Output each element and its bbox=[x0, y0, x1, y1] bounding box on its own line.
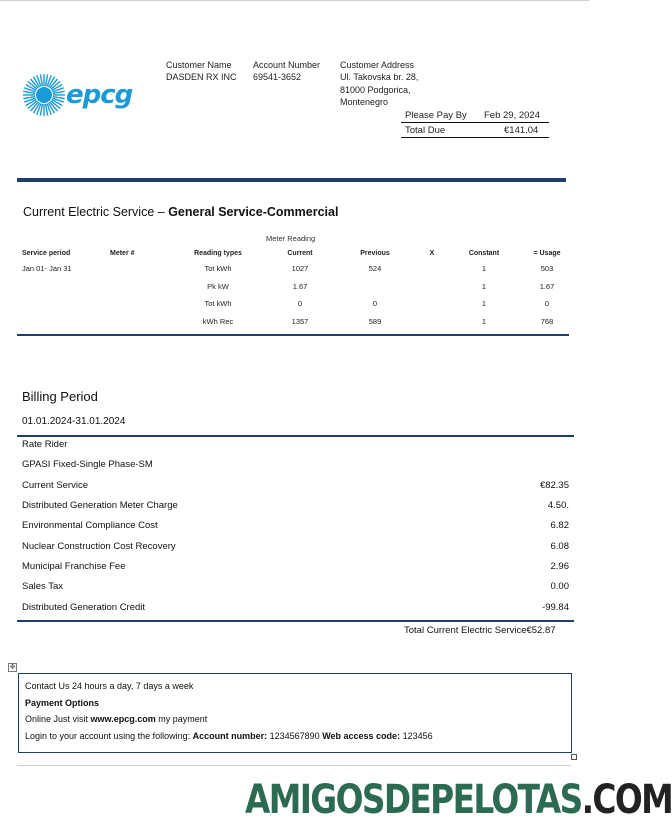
col-usage: = Usage bbox=[533, 250, 561, 257]
website-link[interactable]: www.epcg.com bbox=[90, 714, 156, 724]
charge-value: 6.08 bbox=[550, 541, 569, 552]
charge-label: Current Service bbox=[22, 480, 88, 491]
total-due-label: Total Due bbox=[405, 125, 446, 136]
charge-value: €82.35 bbox=[539, 480, 569, 491]
col-previous: Previous bbox=[360, 250, 390, 257]
cell: Jan 01- Jan 31 bbox=[22, 264, 72, 274]
address-line-2: 81000 Podgorica, bbox=[340, 85, 411, 95]
cell bbox=[110, 260, 166, 278]
cell: 0 bbox=[544, 299, 550, 309]
total-service-label: Total Current Electric Service bbox=[404, 625, 527, 636]
table-resize-handle[interactable] bbox=[571, 754, 577, 760]
total-service-value: €52.87 bbox=[526, 625, 556, 636]
total-due-amount: €141.04 bbox=[504, 125, 539, 136]
charge-value: 2.96 bbox=[550, 561, 569, 572]
watermark bbox=[245, 770, 672, 830]
cell bbox=[110, 278, 166, 296]
service-title bbox=[23, 205, 338, 219]
cell bbox=[22, 313, 110, 331]
cell: 524 bbox=[368, 264, 382, 274]
cell: 1 bbox=[481, 264, 487, 274]
account-number-label: Account Number bbox=[253, 60, 321, 70]
online-payment-line: Online Just visit www.epcg.com my payment bbox=[25, 714, 208, 724]
charge-value: 0.00 bbox=[550, 581, 569, 592]
customer-name-label: Customer Name bbox=[166, 60, 232, 70]
billing-period-title: Billing Period bbox=[22, 389, 98, 404]
account-number: 69541-3652 bbox=[253, 72, 302, 82]
cell: 1 bbox=[481, 299, 487, 309]
cell bbox=[420, 295, 444, 313]
web-access-code: 123456 bbox=[400, 730, 433, 741]
logo-text: epcg bbox=[66, 80, 133, 110]
col-reading-types: Reading types bbox=[194, 250, 242, 257]
contact-account-number: 1234567890 bbox=[267, 730, 323, 741]
top-border bbox=[0, 0, 589, 1]
cell: 768 bbox=[540, 316, 554, 326]
table-row bbox=[22, 260, 570, 278]
meter-reading-caption: Meter Reading bbox=[266, 234, 316, 243]
plan-name: GPASI Fixed-Single Phase-SM bbox=[22, 459, 153, 470]
pay-by-label: Please Pay By bbox=[405, 110, 467, 121]
cell: Tot kWh bbox=[204, 299, 232, 309]
pay-box-divider bbox=[401, 122, 549, 123]
service-title-type: General Service-Commercial bbox=[168, 205, 339, 219]
address-line-1: Ul. Takovska br. 28, bbox=[340, 72, 419, 82]
cell: 1357 bbox=[291, 316, 309, 326]
watermark-part-2: .COM bbox=[581, 777, 672, 823]
pay-box-bottom bbox=[401, 137, 549, 138]
sun-core bbox=[36, 87, 52, 103]
cell bbox=[110, 313, 166, 331]
billing-divider-bottom bbox=[17, 620, 574, 622]
service-title-prefix: Current Electric Service – bbox=[23, 205, 169, 219]
login-line: Login to your account using the following: Account number: 1234567890 Web access code: 123456 bbox=[25, 730, 433, 741]
col-service-period: Service period bbox=[22, 250, 71, 257]
cell bbox=[22, 295, 110, 313]
charge-value: 4.50. bbox=[547, 500, 569, 511]
cell: kWh Rec bbox=[202, 316, 234, 326]
rate-rider-label: Rate Rider bbox=[22, 439, 68, 450]
cell: 589 bbox=[368, 316, 382, 326]
charge-label: Sales Tax bbox=[22, 581, 64, 592]
table-row bbox=[22, 313, 570, 331]
cell bbox=[420, 313, 444, 331]
cell bbox=[420, 278, 444, 296]
charge-label: Distributed Generation Meter Charge bbox=[22, 500, 178, 511]
meter-table-divider bbox=[17, 334, 569, 336]
header-divider-bar bbox=[17, 178, 566, 182]
col-meter-number: Meter # bbox=[110, 250, 135, 257]
cell bbox=[420, 260, 444, 278]
cell: 503 bbox=[540, 264, 554, 274]
customer-address-label: Customer Address bbox=[340, 60, 415, 70]
charge-label: Distributed Generation Credit bbox=[22, 602, 146, 613]
cell: 1 bbox=[481, 316, 487, 326]
charge-label: Municipal Franchise Fee bbox=[22, 561, 126, 572]
contact-box bbox=[18, 673, 572, 753]
charge-label: Nuclear Construction Cost Recovery bbox=[22, 541, 176, 552]
cell: 0 bbox=[372, 299, 378, 309]
cell: 1027 bbox=[291, 264, 309, 274]
cell bbox=[22, 278, 110, 296]
address-line-3: Montenegro bbox=[340, 97, 389, 107]
cell: 1.67 bbox=[539, 281, 555, 291]
charge-value: -99.84 bbox=[542, 602, 569, 613]
meter-table-header bbox=[22, 247, 570, 260]
customer-name: DASDEN RX INC bbox=[166, 72, 237, 82]
billing-divider-top bbox=[17, 435, 574, 437]
meter-table bbox=[22, 247, 570, 330]
cell: 0 bbox=[297, 299, 303, 309]
contact-hours: Contact Us 24 hours a day, 7 days a week bbox=[25, 681, 194, 691]
payment-options-heading: Payment Options bbox=[25, 697, 100, 708]
watermark-part-1: AMIGOSDEPELOTAS bbox=[245, 777, 582, 823]
pay-by-date: Feb 29, 2024 bbox=[484, 110, 540, 121]
charge-value: 6.82 bbox=[550, 520, 569, 531]
account-number-label: Account number: bbox=[192, 730, 268, 741]
bottom-divider bbox=[17, 765, 571, 766]
table-move-handle-icon[interactable]: ✥ bbox=[9, 664, 16, 671]
cell: Tot kWh bbox=[204, 264, 232, 274]
cell bbox=[110, 295, 166, 313]
cell: 1 bbox=[481, 281, 487, 291]
cell bbox=[330, 278, 420, 296]
charge-label: Environmental Compliance Cost bbox=[22, 520, 158, 531]
table-row bbox=[22, 295, 570, 313]
billing-period-dates: 01.01.2024-31.01.2024 bbox=[22, 416, 126, 427]
cell: 1.67 bbox=[292, 281, 308, 291]
col-x: X bbox=[429, 250, 435, 257]
cell: Pk kW bbox=[207, 281, 229, 291]
col-current: Current bbox=[287, 250, 313, 257]
web-access-code-label: Web access code: bbox=[322, 730, 401, 741]
table-row bbox=[22, 278, 570, 296]
total-current-service bbox=[404, 625, 556, 636]
col-constant: Constant bbox=[468, 250, 500, 257]
